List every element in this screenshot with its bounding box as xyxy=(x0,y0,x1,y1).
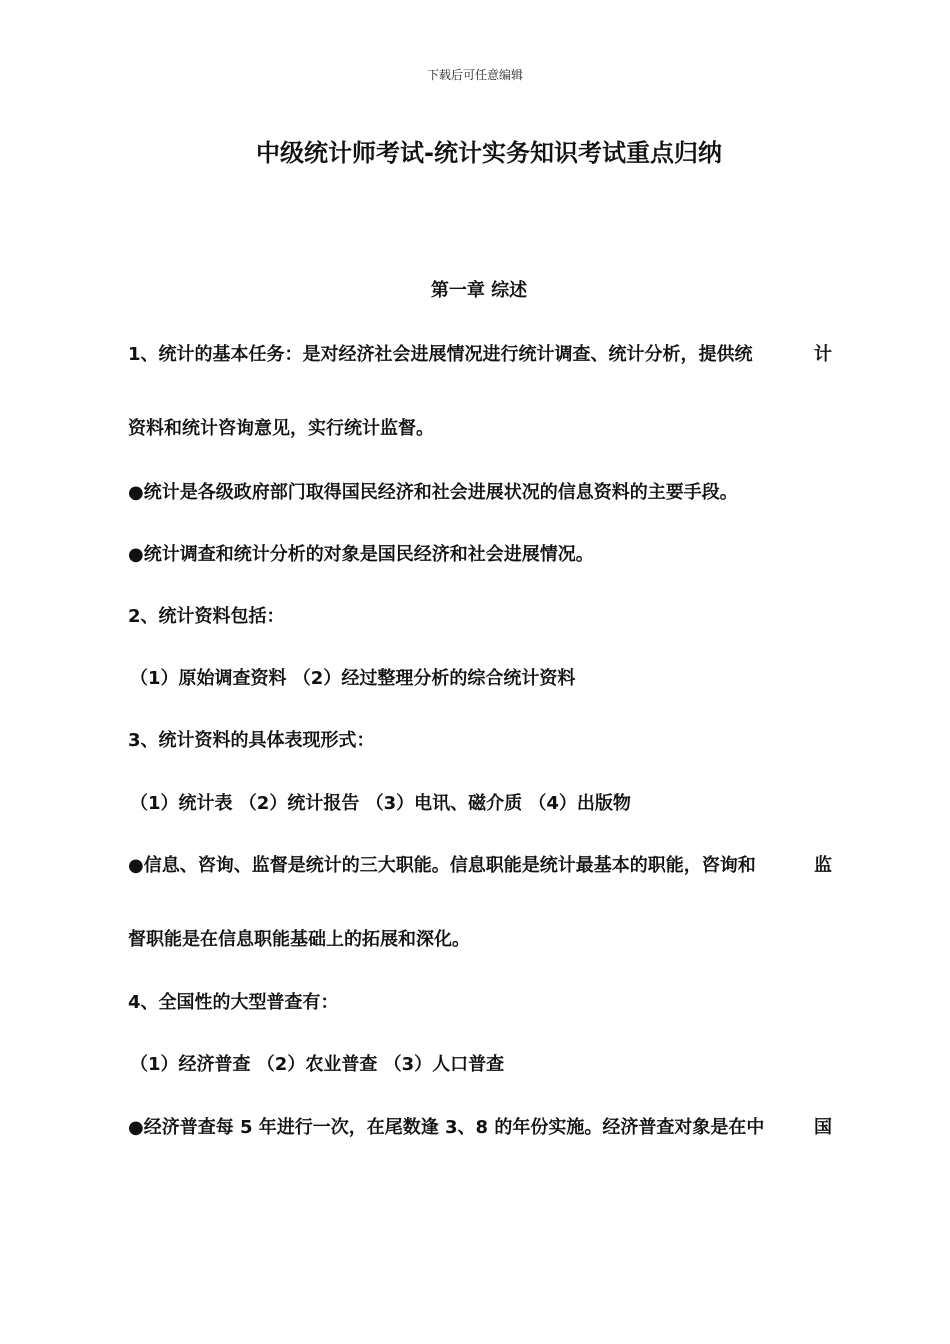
numbered-heading xyxy=(128,988,832,1014)
line-text: ●经济普查每 5 年进行一次，在尾数逢 3、8 的年份实施。经济普查对象是在中 xyxy=(128,1117,765,1138)
line-text: ●统计调查和统计分析的对象是国民经济和社会进展情况。 xyxy=(128,544,594,565)
line-text: 3、统计资料的具体表现形式： xyxy=(128,730,375,751)
paragraph-line xyxy=(128,414,832,440)
sub-list-line xyxy=(130,789,834,815)
line-text: （1）原始调查资料 （2）经过整理分析的综合统计资料 xyxy=(130,668,576,689)
bullet-line xyxy=(128,851,832,877)
line-text: 2、统计资料包括： xyxy=(128,606,285,627)
line-text-end: 监 xyxy=(814,855,832,876)
sub-list-line xyxy=(130,1050,834,1076)
bullet-line xyxy=(128,540,832,566)
line-text: 1、统计的基本任务：是对经济社会进展情况进行统计调查、统计分析，提供统 xyxy=(128,344,753,365)
chapter-heading: 第一章 综述 xyxy=(430,280,528,301)
line-text: （1）统计表 （2）统计报告 （3）电讯、磁介质 （4）出版物 xyxy=(130,793,631,814)
numbered-heading xyxy=(128,726,832,752)
line-text: 督职能是在信息职能基础上的拓展和深化。 xyxy=(128,929,470,950)
line-text-end: 国 xyxy=(814,1117,832,1138)
sub-list-line xyxy=(130,664,834,690)
line-text: ●统计是各级政府部门取得国民经济和社会进展状况的信息资料的主要手段。 xyxy=(128,482,738,503)
paragraph-line xyxy=(128,925,832,951)
numbered-heading xyxy=(128,602,832,628)
line-text: 资料和统计咨询意见，实行统计监督。 xyxy=(128,418,434,439)
header-note: 下载后可任意编辑 xyxy=(426,68,523,82)
line-text: ●信息、咨询、监督是统计的三大职能。信息职能是统计最基本的职能，咨询和 xyxy=(128,855,756,876)
bullet-line xyxy=(128,478,832,504)
line-text: （1）经济普查 （2）农业普查 （3）人口普查 xyxy=(130,1054,505,1075)
bullet-line xyxy=(128,1113,832,1139)
line-text-end: 计 xyxy=(814,344,832,365)
paragraph-line xyxy=(128,340,832,366)
line-text: 4、全国性的大型普查有： xyxy=(128,992,339,1013)
document-title: 中级统计师考试-统计实务知识考试重点归纳 xyxy=(256,139,722,167)
